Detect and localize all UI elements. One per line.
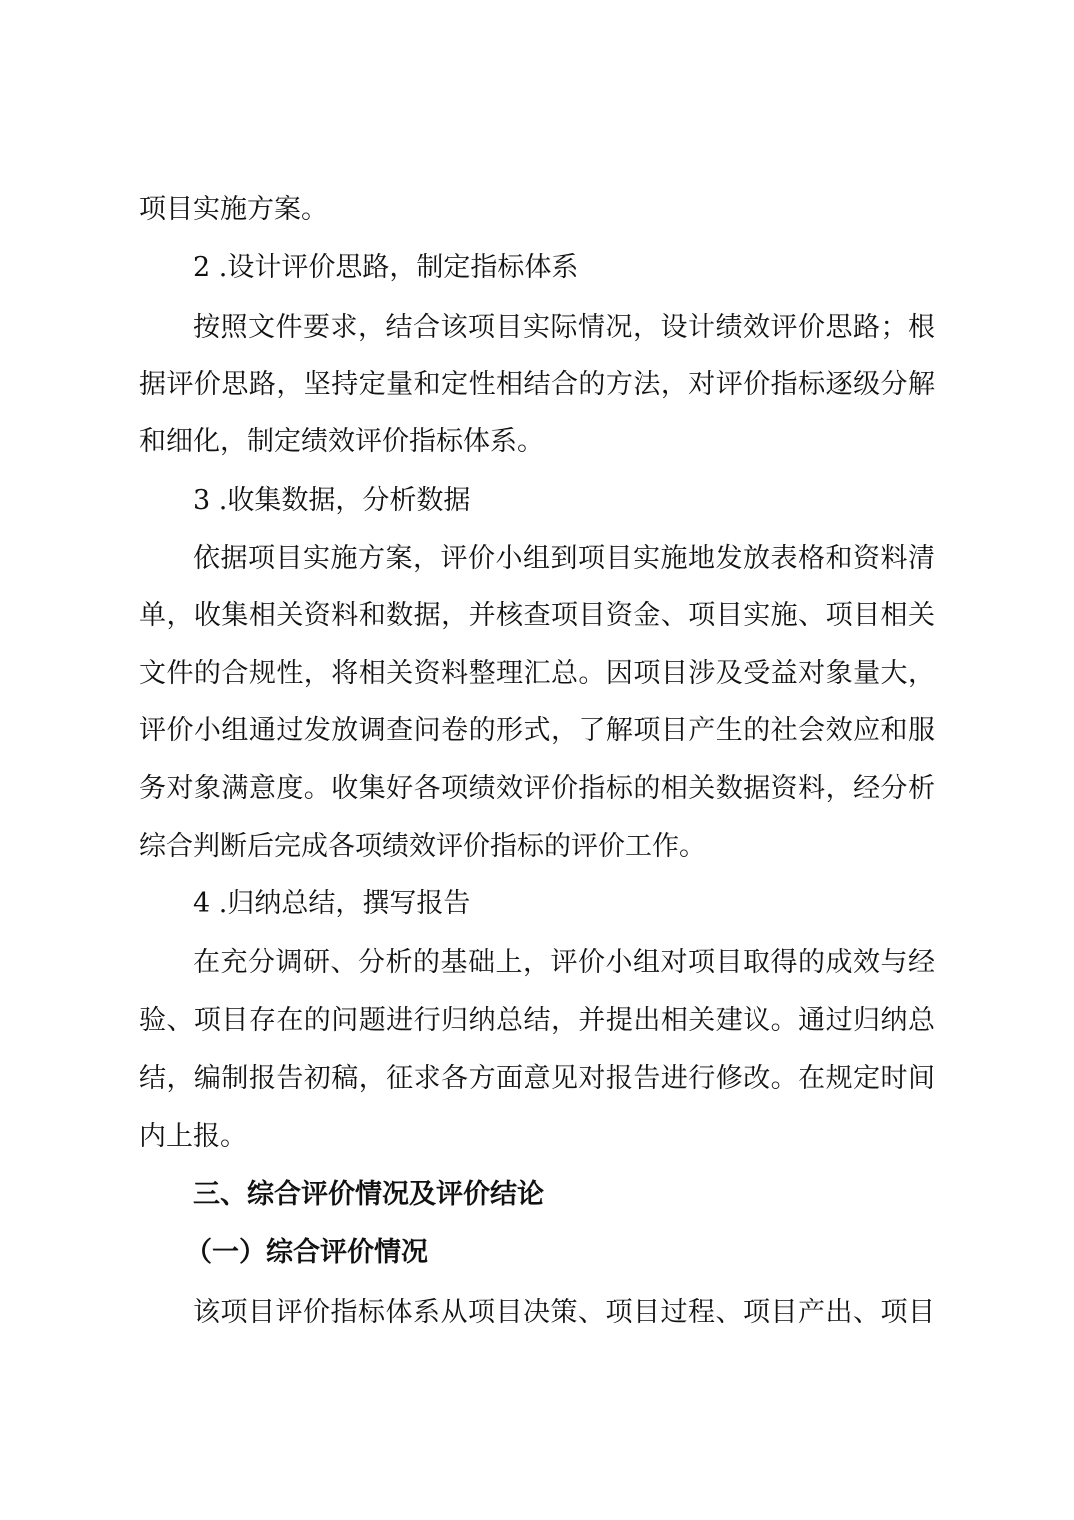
paragraph-line: 按照文件要求，结合该项目实际情况，设计绩效评价思路；根	[193, 312, 935, 343]
paragraph-line: 单，收集相关资料和数据，并核查项目资金、项目实施、项目相关	[139, 600, 935, 631]
paragraph-line: 据评价思路，坚持定量和定性相结合的方法，对评价指标逐级分解	[139, 369, 935, 400]
paragraph-line: 务对象满意度。收集好各项绩效评价指标的相关数据资料，经分析	[139, 773, 935, 804]
step-2-heading: 2 .设计评价思路，制定指标体系	[193, 252, 579, 283]
subsection-title: （一）综合评价情况	[185, 1237, 428, 1268]
paragraph-line: 验、项目存在的问题进行归纳总结，并提出相关建议。通过归纳总	[139, 1005, 935, 1036]
step-3-heading: 3 .收集数据，分析数据	[193, 485, 471, 516]
paragraph-line: 依据项目实施方案，评价小组到项目实施地发放表格和资料清	[193, 543, 935, 574]
paragraph-line: 结，编制报告初稿，征求各方面意见对报告进行修改。在规定时间	[139, 1063, 935, 1094]
step-4-heading: 4 .归纳总结，撰写报告	[193, 888, 471, 919]
paragraph-line: 评价小组通过发放调查问卷的形式，了解项目产生的社会效应和服	[139, 715, 935, 746]
paragraph-line: 和细化，制定绩效评价指标体系。	[139, 426, 544, 457]
paragraph-line: 项目实施方案。	[139, 194, 328, 225]
paragraph-line: 文件的合规性，将相关资料整理汇总。因项目涉及受益对象量大，	[139, 658, 935, 689]
paragraph-line: 该项目评价指标体系从项目决策、项目过程、项目产出、项目	[193, 1297, 935, 1328]
section-title: 三、综合评价情况及评价结论	[193, 1179, 544, 1210]
paragraph-line: 综合判断后完成各项绩效评价指标的评价工作。	[139, 831, 706, 862]
paragraph-line: 内上报。	[139, 1121, 247, 1152]
paragraph-line: 在充分调研、分析的基础上，评价小组对项目取得的成效与经	[193, 947, 935, 978]
